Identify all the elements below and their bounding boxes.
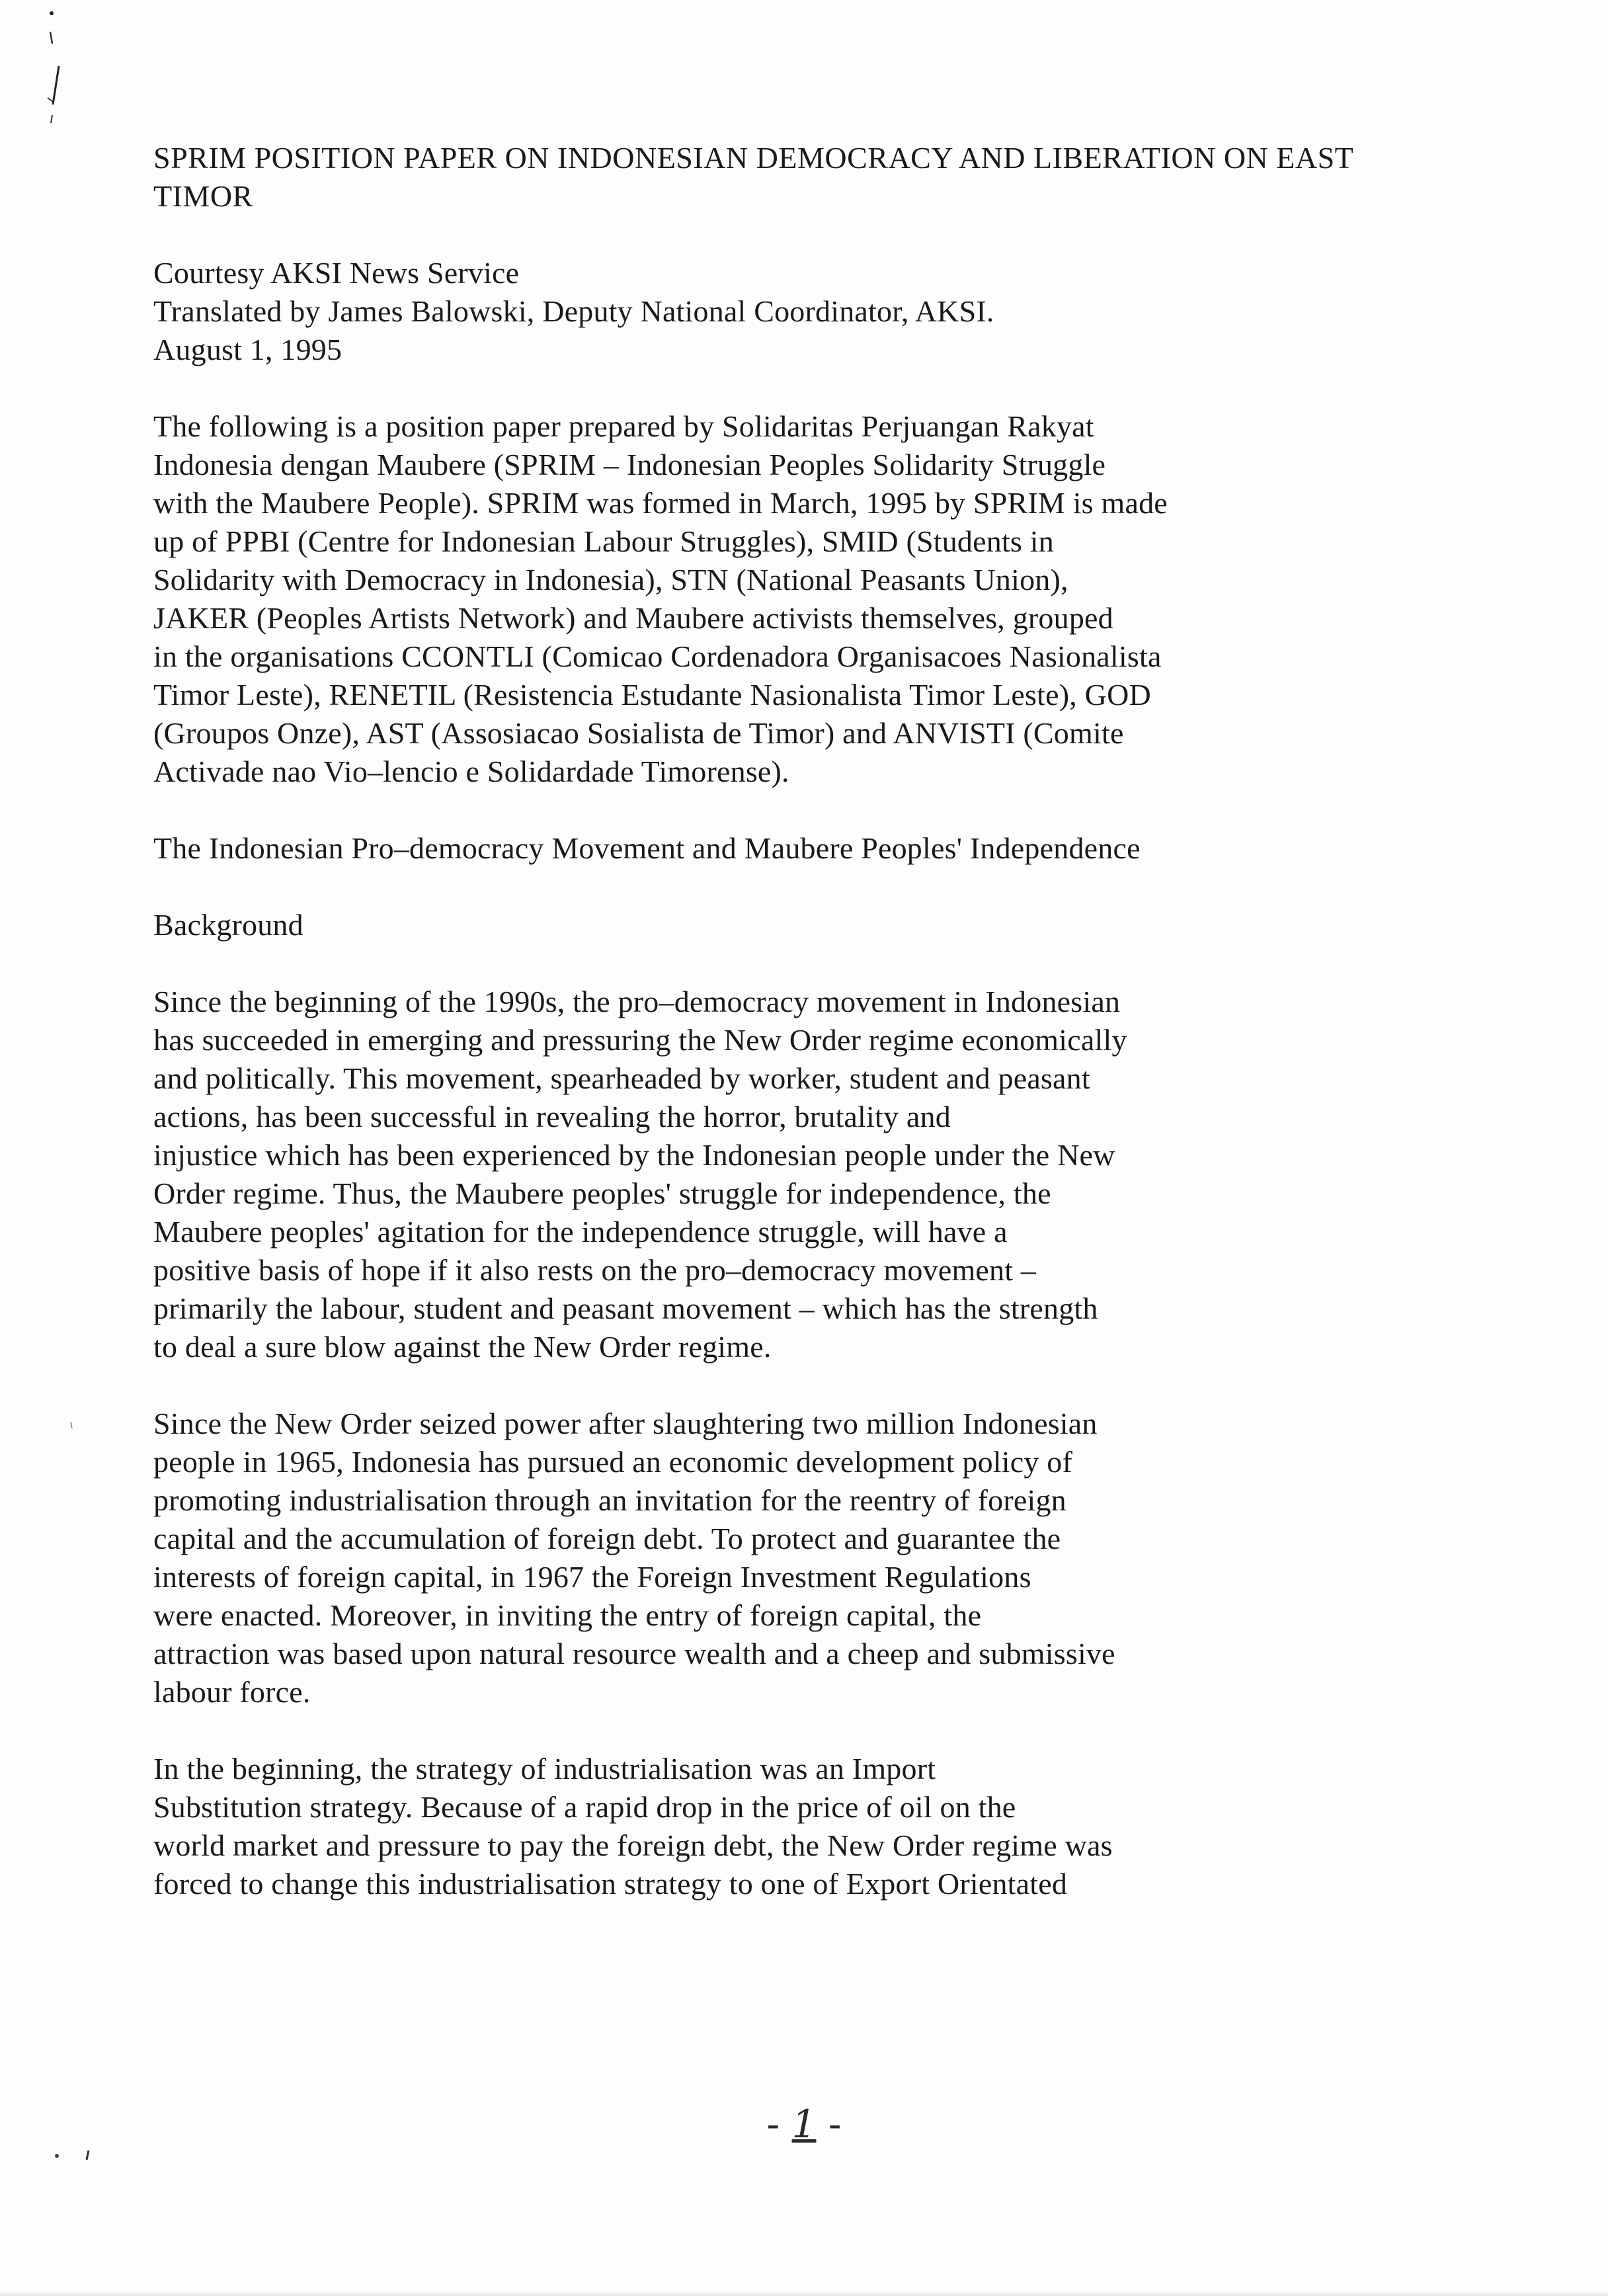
paragraph-line: injustice which has been experienced by the Indonesian people under the New [153, 1138, 1115, 1172]
title-line: TIMOR [153, 179, 253, 213]
paragraph-line: promoting industrialisation through an invitation for the reentry of foreign [153, 1483, 1066, 1517]
document-title [153, 139, 1476, 216]
body-paragraph [153, 983, 1476, 1366]
paragraph-line: were enacted. Moreover, in inviting the entry of foreign capital, the [153, 1598, 982, 1632]
subsection-heading: Background [153, 908, 303, 942]
paragraph-line: positive basis of hope if it also rests on the pro–democracy movement – [153, 1253, 1037, 1287]
scan-bottom-edge [0, 2289, 1608, 2296]
section-heading: The Indonesian Pro–democracy Movement and Maubere Peoples' Independence [153, 831, 1141, 865]
paragraph-line: people in 1965, Indonesia has pursued an economic development policy of [153, 1445, 1072, 1479]
paragraph-line: interests of foreign capital, in 1967 the Foreign Investment Regulations [153, 1560, 1031, 1594]
intro-line: Indonesia dengan Maubere (SPRIM – Indonesian Peoples Solidarity Struggle [153, 448, 1106, 481]
paragraph-line: primarily the labour, student and peasant movement – which has the strength [153, 1292, 1098, 1325]
scan-speck-mark [69, 1420, 75, 1431]
page-number [0, 2102, 1608, 2147]
paragraph-line: In the beginning, the strategy of industrialisation was an Import [153, 1752, 936, 1785]
scan-corner-marks [52, 2145, 98, 2165]
handwritten-margin-mark [38, 5, 78, 131]
document-body [153, 139, 1476, 1942]
paragraph-line: world market and pressure to pay the foreign debt, the New Order regime was [153, 1828, 1113, 1862]
body-paragraph [153, 1750, 1476, 1903]
page-number-value: 1 [791, 2102, 817, 2147]
paragraph-line: Order regime. Thus, the Maubere peoples' struggle for independence, the [153, 1176, 1051, 1210]
paragraph-line: Substitution strategy. Because of a rapid drop in the price of oil on the [153, 1790, 1016, 1824]
paragraph-line: has succeeded in emerging and pressuring the New Order regime economically [153, 1023, 1127, 1057]
page-number-dash: - [766, 2102, 792, 2147]
credits-line: Courtesy AKSI News Service [153, 256, 520, 290]
intro-line: Solidarity with Democracy in Indonesia), STN (National Peasants Union), [153, 563, 1068, 596]
paragraph-line: Since the beginning of the 1990s, the pro–democracy movement in Indonesian [153, 985, 1121, 1018]
paragraph-line: actions, has been successful in revealing the horror, brutality and [153, 1100, 951, 1133]
intro-line: The following is a position paper prepared by Solidaritas Perjuangan Rakyat [153, 409, 1094, 443]
paragraph-line: forced to change this industrialisation strategy to one of Export Orientated [153, 1867, 1068, 1901]
paragraph-line: Since the New Order seized power after slaughtering two million Indonesian [153, 1407, 1098, 1440]
document-credits [153, 254, 1476, 369]
paragraph-line: and politically. This movement, spearheaded by worker, student and peasant [153, 1061, 1090, 1095]
credits-line: August 1, 1995 [153, 333, 342, 366]
body-paragraph [153, 1405, 1476, 1711]
paragraph-line: to deal a sure blow against the New Order regime. [153, 1330, 772, 1364]
paragraph-line: capital and the accumulation of foreign debt. To protect and guarantee the [153, 1522, 1061, 1555]
intro-line: Activade nao Vio–lencio e Solidardade Timorense). [153, 755, 789, 788]
intro-line: in the organisations CCONTLI (Comicao Cordenadora Organisacoes Nasionalista [153, 639, 1162, 673]
intro-line: JAKER (Peoples Artists Network) and Maubere activists themselves, grouped [153, 601, 1113, 635]
intro-line: Timor Leste), RENETIL (Resistencia Estudante Nasionalista Timor Leste), GOD [153, 678, 1151, 712]
credits-line: Translated by James Balowski, Deputy National Coordinator, AKSI. [153, 294, 994, 328]
intro-line: with the Maubere People). SPRIM was formed in March, 1995 by SPRIM is made [153, 486, 1168, 520]
paragraph-line: labour force. [153, 1675, 311, 1709]
paragraph-line: attraction was based upon natural resource wealth and a cheep and submissive [153, 1637, 1115, 1670]
page-number-dash: - [816, 2102, 842, 2147]
paragraph-line: Maubere peoples' agitation for the independence struggle, will have a [153, 1215, 1008, 1249]
intro-line: up of PPBI (Centre for Indonesian Labour Struggles), SMID (Students in [153, 524, 1054, 558]
title-line: SPRIM POSITION PAPER ON INDONESIAN DEMOCRACY AND LIBERATION ON EAST [153, 141, 1354, 175]
intro-paragraph [153, 407, 1476, 791]
intro-line: (Groupos Onze), AST (Assosiacao Sosialista de Timor) and ANVISTI (Comite [153, 716, 1124, 750]
